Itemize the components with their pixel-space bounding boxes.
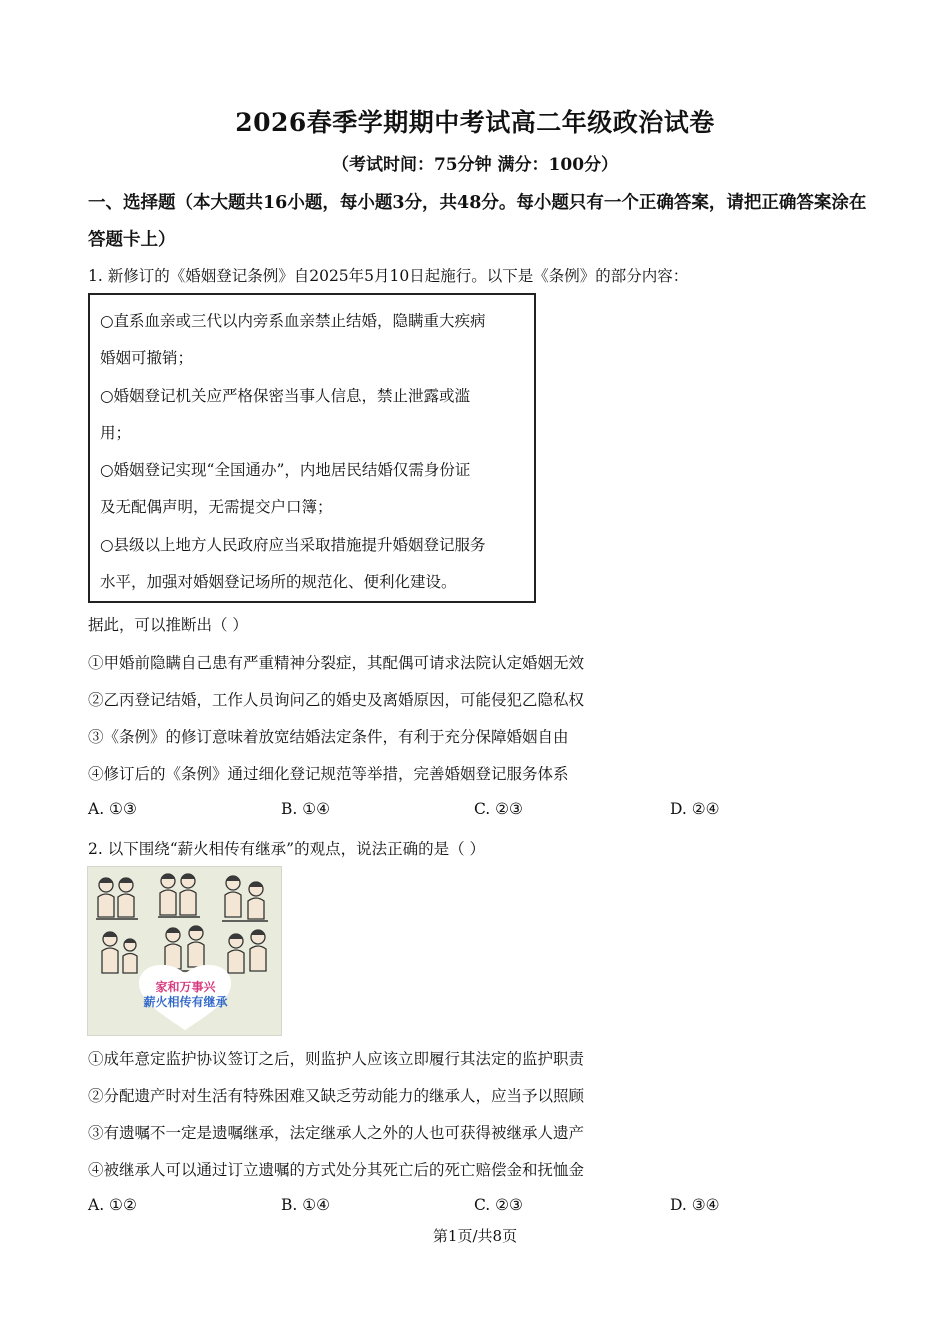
q2-option-a[interactable]: A. ①② [88, 1196, 137, 1214]
q1-box-text [100, 303, 526, 601]
q1-box-line: ○直系血亲或三代以内旁系血亲禁止结婚，隐瞒重大疾病 [100, 312, 486, 330]
page-number: 第1页/共8页 [432, 1227, 518, 1245]
q2-statement-2: ②分配遗产时对生活有特殊困难又缺乏劳动能力的继承人，应当予以照顾 [88, 1087, 585, 1105]
q1-options [88, 800, 848, 824]
family-figures-drawing [88, 867, 282, 1036]
exam-subtitle: （考试时间：75分钟 满分：100分） [331, 155, 619, 175]
illustration-caption-1: 家和万事兴 [155, 980, 216, 994]
q1-box-line: ○县级以上地方人民政府应当采取措施提升婚姻登记服务 [100, 535, 486, 554]
q1-box-line: 用； [100, 423, 132, 442]
q1-statement-2: ②乙丙登记结婚，工作人员询问乙的婚史及离婚原因，可能侵犯乙隐私权 [88, 691, 585, 709]
q1-box-line: ○婚姻登记机关应严格保密当事人信息，禁止泄露或滥 [100, 386, 471, 405]
q2-statement-3: ③有遗嘱不一定是遗嘱继承，法定继承人之外的人也可获得被继承人遗产 [88, 1124, 585, 1142]
q1-option-d[interactable]: D. ②④ [670, 800, 720, 818]
q2-stem: 2. 以下围绕“薪火相传有继承”的观点，说法正确的是（ ） [88, 840, 485, 858]
q1-option-a[interactable]: A. ①③ [88, 800, 137, 818]
q2-option-d[interactable]: D. ③④ [670, 1196, 720, 1214]
q1-option-c[interactable]: C. ②③ [474, 800, 523, 818]
q1-box-line: 水平，加强对婚姻登记场所的规范化、便利化建设。 [100, 573, 457, 592]
q1-option-b[interactable]: B. ①④ [281, 800, 331, 818]
q1-regulation-box [88, 293, 536, 603]
q1-statement-3: ③《条例》的修订意味着放宽结婚法定条件，有利于充分保障婚姻自由 [88, 728, 569, 746]
q2-option-b[interactable]: B. ①④ [281, 1196, 331, 1214]
q1-box-line: 婚姻可撤销； [100, 349, 194, 368]
q2-option-c[interactable]: C. ②③ [474, 1196, 523, 1214]
q1-prompt: 据此，可以推断出（ ） [88, 616, 248, 634]
q1-statement-4: ④修订后的《条例》通过细化登记规范等举措，完善婚姻登记服务体系 [88, 765, 569, 783]
q1-statement-1: ①甲婚前隐瞒自己患有严重精神分裂症，其配偶可请求法院认定婚姻无效 [88, 654, 585, 672]
q1-box-line: ○婚姻登记实现“全国通办”，内地居民结婚仅需身份证 [100, 461, 471, 480]
family-illustration [87, 866, 282, 1036]
q2-statement-4: ④被继承人可以通过订立遗嘱的方式处分其死亡后的死亡赔偿金和抚恤金 [88, 1161, 585, 1179]
q1-box-line: 及无配偶声明，无需提交户口簿； [100, 498, 333, 517]
exam-title: 2026春季学期期中考试高二年级政治试卷 [235, 108, 715, 137]
section-heading: 一、选择题（本大题共16小题，每小题3分，共48分。每小题只有一个正确答案，请把正确答案涂在答题卡上） [88, 193, 867, 250]
illustration-caption-2: 薪火相传有继承 [143, 995, 228, 1009]
q2-statement-1: ①成年意定监护协议签订之后，则监护人应该立即履行其法定的监护职责 [88, 1050, 585, 1068]
q2-options [88, 1196, 848, 1220]
q1-stem: 1. 新修订的《婚姻登记条例》自2025年5月10日起施行。以下是《条例》的部分内容： [88, 267, 689, 285]
